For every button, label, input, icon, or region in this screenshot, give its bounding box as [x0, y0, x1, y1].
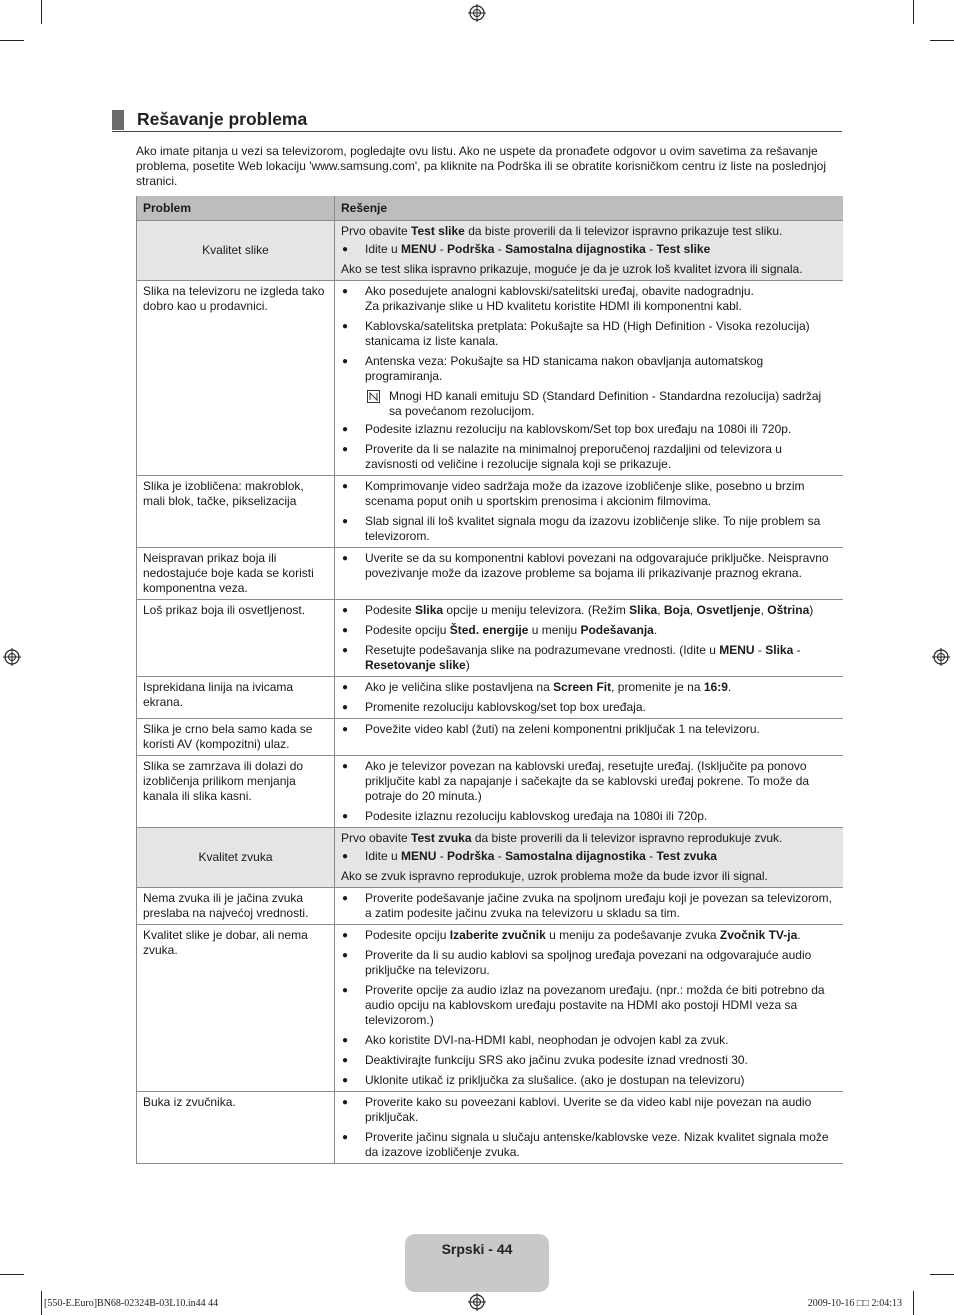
list-item: ● Proverite opcije za audio izlaz na povezanom uređaju. (npr.: možda će biti potrebno da audio opciju na kablovskom uređaju postavite na HDMI ako postoji HDMI veza sa televizorom.) — [341, 983, 837, 1028]
problem-cell: Kvalitet slike — [137, 221, 335, 281]
page-number: Srpski - 44 — [441, 1241, 513, 1257]
crop-mark — [930, 40, 954, 41]
list-item: ● Antenska veza: Pokušajte sa HD stanicama nakon obavljanja automatskog programiranja. — [341, 354, 837, 384]
column-header-problem: Problem — [137, 196, 335, 221]
registration-mark-icon — [3, 648, 21, 666]
solution-text: Prvo obavite Test zvuka da biste proverili da li televizor ispravno reprodukuje zvuk. — [341, 831, 783, 845]
list-item: ● Podesite izlaznu rezoluciju kablovskog uređaja na 1080i ili 720p. — [341, 809, 837, 824]
table-row — [137, 281, 843, 476]
list-item: ● Proverite da li su audio kablovi sa spoljnog uređaja povezani na odgovarajuće audio priključke na televizoru. — [341, 948, 837, 978]
table-row — [137, 888, 843, 925]
list-item: ● Podesite Slika opcije u meniju televizora. (Režim Slika, Boja, Osvetljenje, Oštrina) — [341, 603, 837, 618]
list-item: ● Podesite opciju Šted. energije u meniju Podešavanja. — [341, 623, 837, 638]
page-title: Rešavanje problema — [137, 109, 308, 129]
title-accent-bar — [112, 110, 124, 130]
crop-mark — [0, 40, 24, 41]
section-header — [112, 109, 842, 132]
list-item: ● Resetujte podešavanja slike na podrazumevane vrednosti. (Idite u MENU - Slika - Resetovanje slike) — [341, 643, 837, 673]
list-item: ● Idite u MENU - Podrška - Samostalna dijagnostika - Test slike — [341, 242, 837, 257]
list-item: ● Podesite opciju Izaberite zvučnik u meniju za podešavanje zvuka Zvočnik TV-ja. — [341, 928, 837, 943]
solution-cell — [335, 600, 843, 677]
print-info-date: 2009-10-16 □□ 2:04:13 — [807, 1298, 902, 1309]
solution-text: Ako se zvuk ispravno reprodukuje, uzrok problema može da bude izvor ili signal. — [341, 869, 768, 883]
solution-cell — [335, 548, 843, 600]
registration-mark-icon — [932, 648, 950, 666]
table-row — [137, 828, 843, 888]
crop-mark — [41, 1291, 42, 1315]
note-icon — [367, 390, 380, 403]
table-row — [137, 548, 843, 600]
list-item: ● Povežite video kabl (žuti) na zeleni komponentni priključak 1 na televizoru. — [341, 722, 837, 737]
crop-mark — [41, 0, 42, 24]
list-item: ● Podesite izlaznu rezoluciju na kablovskom/Set top box uređaju na 1080i ili 720p. — [341, 422, 837, 437]
registration-mark-icon — [468, 4, 486, 22]
list-item: ● Proverite podešavanje jačine zvuka na spoljnom uređaju koji je povezan sa televizorom, a zatim podesite jačinu zvuka na televizoru u skladu sa tim. — [341, 891, 837, 921]
table-row — [137, 600, 843, 677]
crop-mark — [930, 1274, 954, 1275]
list-item: ● Uverite se da su komponentni kablovi povezani na odgovarajuće priključke. Neispravno povezivanje može da izazove probleme sa bojama ili prikazivanje praznog ekrana. — [341, 551, 837, 581]
crop-mark — [0, 1274, 24, 1275]
problem-cell: Loš prikaz boja ili osvetljenost. — [137, 600, 335, 677]
note-text: Mnogi HD kanali emituju SD (Standard Definition - Standardna rezolucija) sadržaj sa povećanom rezolucijom. — [389, 389, 822, 418]
problem-cell: Neispravan prikaz boja ili nedostajuće boje kada se koristi komponentna veza. — [137, 548, 335, 600]
solution-cell — [335, 677, 843, 719]
problem-cell: Buka iz zvučnika. — [137, 1092, 335, 1164]
problem-cell: Slika je izobličena: makroblok, mali blok, tačke, pikselizacija — [137, 476, 335, 548]
registration-mark-icon — [468, 1293, 486, 1311]
troubleshooting-table — [136, 196, 843, 1164]
solution-cell — [335, 281, 843, 476]
column-header-solution: Rešenje — [335, 196, 843, 221]
list-item: ● Ako posedujete analogni kablovski/satelitski uređaj, obavite nadogradnju. Za prikazivanje slike u HD kvalitetu koristite HDMI ili komponentni kabl. — [341, 284, 837, 314]
table-row — [137, 677, 843, 719]
problem-cell: Slika se zamrzava ili dolazi do izobličenja prilikom menjanja kanala ili slika kasni. — [137, 756, 335, 828]
list-item: ● Proverite kako su poveezani kablovi. Uverite se da video kabl nije povezan na audio priključak. — [341, 1095, 837, 1125]
solution-cell — [335, 719, 843, 756]
table-header-row — [137, 196, 843, 221]
list-item: ● Ako koristite DVI-na-HDMI kabl, neophodan je odvojen kabl za zvuk. — [341, 1033, 837, 1048]
table-row — [137, 476, 843, 548]
table-row — [137, 719, 843, 756]
table-row — [137, 756, 843, 828]
table-row — [137, 1092, 843, 1164]
table-row — [137, 221, 843, 281]
note-item — [341, 389, 837, 419]
list-item: ● Uklonite utikač iz priključka za slušalice. (ako je dostupan na televizoru) — [341, 1073, 837, 1088]
problem-cell: Isprekidana linija na ivicama ekrana. — [137, 677, 335, 719]
list-item: ● Kablovska/satelitska pretplata: Pokušajte sa HD (High Definition - Visoka rezolucija) stanicama iz liste kanala. — [341, 319, 837, 349]
solution-cell — [335, 888, 843, 925]
solution-text: Prvo obavite Test slike da biste proverili da li televizor ispravno prikazuje test sliku. — [341, 224, 783, 238]
list-item: ● Idite u MENU - Podrška - Samostalna dijagnostika - Test zvuka — [341, 849, 837, 864]
crop-mark — [913, 1291, 914, 1315]
list-item: ● Proverite da li se nalazite na minimalnoj preporučenoj razdaljini od televizora u zavisnosti od veličine i rezolucije signala koji se prikazuje. — [341, 442, 837, 472]
problem-cell: Kvalitet slike je dobar, ali nema zvuka. — [137, 925, 335, 1092]
problem-cell: Slika na televizoru ne izgleda tako dobro kao u prodavnici. — [137, 281, 335, 476]
solution-cell — [335, 828, 843, 888]
solution-cell — [335, 756, 843, 828]
solution-cell — [335, 1092, 843, 1164]
list-item: ● Ako je veličina slike postavljena na Screen Fit, promenite je na 16:9. — [341, 680, 837, 695]
print-info-file: [550-E.Euro]BN68-02324B-03L10.in44 44 — [44, 1298, 219, 1309]
list-item: ● Komprimovanje video sadržaja može da izazove izobličenje slike, posebno u brzim scenama poput onih u sportskim prenosima i akcionim filmovima. — [341, 479, 837, 509]
problem-cell: Kvalitet zvuka — [137, 828, 335, 888]
problem-cell: Nema zvuka ili je jačina zvuka preslaba na najvećoj vrednosti. — [137, 888, 335, 925]
table-row — [137, 925, 843, 1092]
list-item: ● Slab signal ili loš kvalitet signala mogu da izazovu izobličenje slike. To nije problem sa televizorom. — [341, 514, 837, 544]
solution-cell — [335, 221, 843, 281]
solution-cell — [335, 925, 843, 1092]
crop-mark — [913, 0, 914, 24]
list-item: ● Deaktivirajte funkciju SRS ako jačinu zvuka podesite iznad vrednosti 30. — [341, 1053, 837, 1068]
list-item: ● Promenite rezoluciju kablovskog/set top box uređaja. — [341, 700, 837, 715]
solution-text: Ako se test slika ispravno prikazuje, moguće je da je uzrok loš kvalitet izvora ili signala. — [341, 262, 803, 276]
problem-cell: Slika je crno bela samo kada se koristi AV (kompozitni) ulaz. — [137, 719, 335, 756]
list-item: ● Ako je televizor povezan na kablovski uređaj, resetujte uređaj. (Isključite pa ponovo priključite kabl za napajanje i sačekajte da se kablovski uređaj pokrene. To može da potraje do 20 minuta.) — [341, 759, 837, 804]
list-item: ● Proverite jačinu signala u slučaju antenske/kablovske veze. Nizak kvalitet signala može da izazove izobličenje zvuka. — [341, 1130, 837, 1160]
solution-cell — [335, 476, 843, 548]
intro-paragraph: Ako imate pitanja u vezi sa televizorom, pogledajte ovu listu. Ako ne uspete da pronađete odgovor u ovim savetima za rešavanje problema, posetite Web lokaciju 'www.samsung.com', pa kliknite na Podrška ili se obratite korisničkom centru iz liste na poslednjoj stranici. — [136, 144, 827, 188]
